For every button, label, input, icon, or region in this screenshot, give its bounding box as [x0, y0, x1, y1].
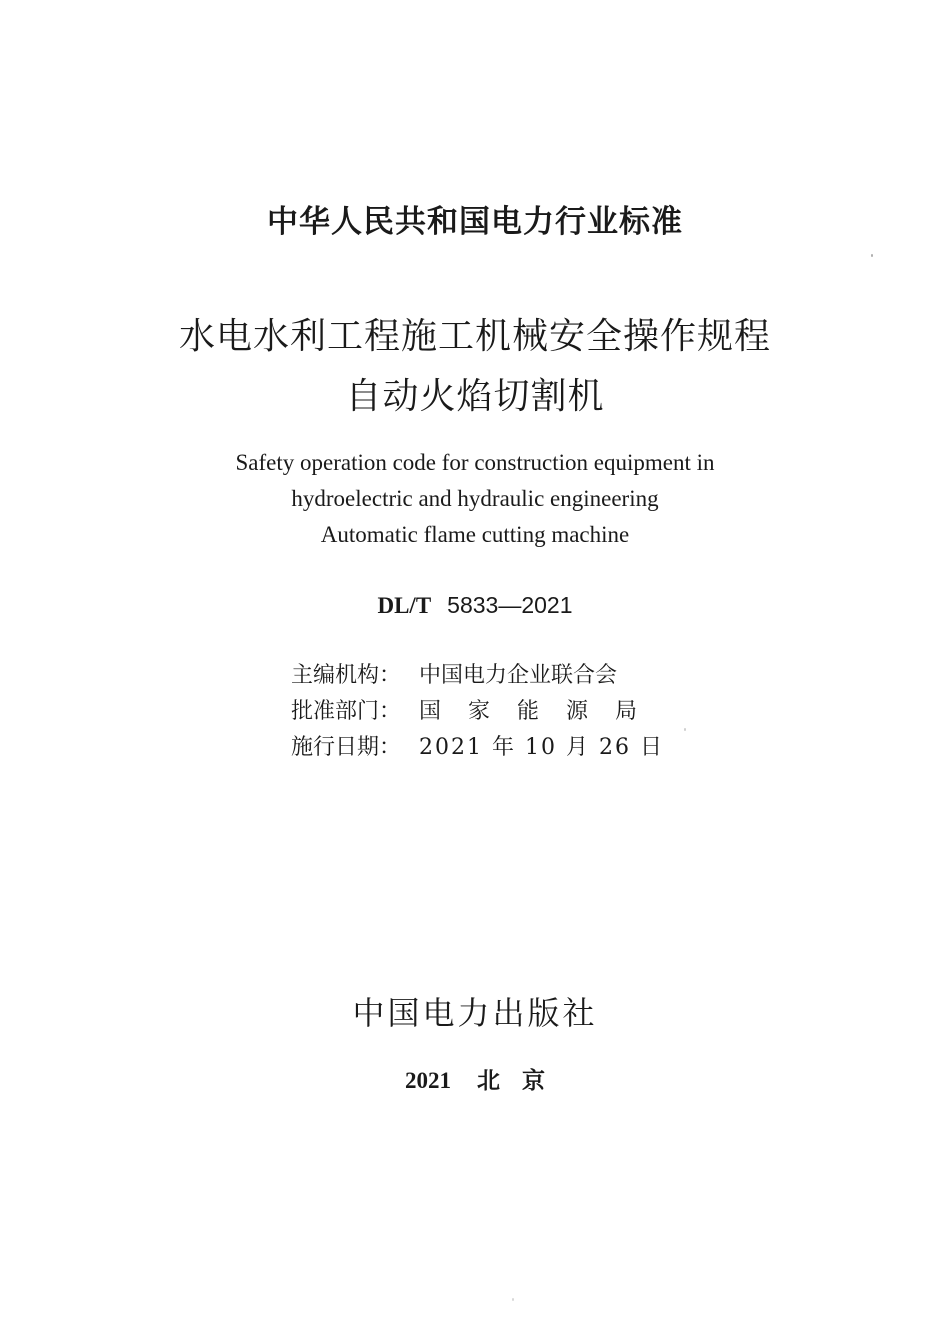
scan-speck [512, 1298, 514, 1301]
title-english-line-1: Safety operation code for construction equipment in [235, 450, 715, 475]
title-english-line-2: hydroelectric and hydraulic engineering [291, 486, 659, 511]
publication-city: 北京 [477, 1068, 567, 1094]
publication-info [0, 1062, 950, 1095]
standard-code-prefix: DL/T [377, 593, 432, 618]
approver-row [291, 694, 664, 725]
editor-value: 中国电力企业联合会 [419, 663, 618, 688]
publication-year: 2021 [405, 1068, 451, 1093]
standard-code-number: 5833—2021 [447, 592, 573, 618]
effective-date-row [291, 730, 664, 761]
editor-label: 主编机构： [291, 663, 402, 688]
standard-code [0, 592, 950, 619]
approver-label: 批准部门： [291, 699, 402, 724]
title-chinese-line-2: 自动火焰切割机 [345, 376, 605, 417]
publisher-name: 中国电力出版社 [352, 994, 598, 1032]
editor-row [291, 658, 617, 689]
title-english-line-3: Automatic flame cutting machine [320, 522, 630, 547]
effective-date-label: 施行日期： [291, 735, 402, 760]
scan-speck [871, 254, 873, 257]
scan-speck [684, 728, 686, 731]
approver-value: 国家能源局 [419, 699, 665, 724]
title-chinese-line-1: 水电水利工程施工机械安全操作规程 [178, 316, 771, 357]
standard-type-heading: 中华人民共和国电力行业标准 [267, 204, 683, 240]
effective-date-value: 2021 年 10 月 26 日 [419, 735, 664, 760]
